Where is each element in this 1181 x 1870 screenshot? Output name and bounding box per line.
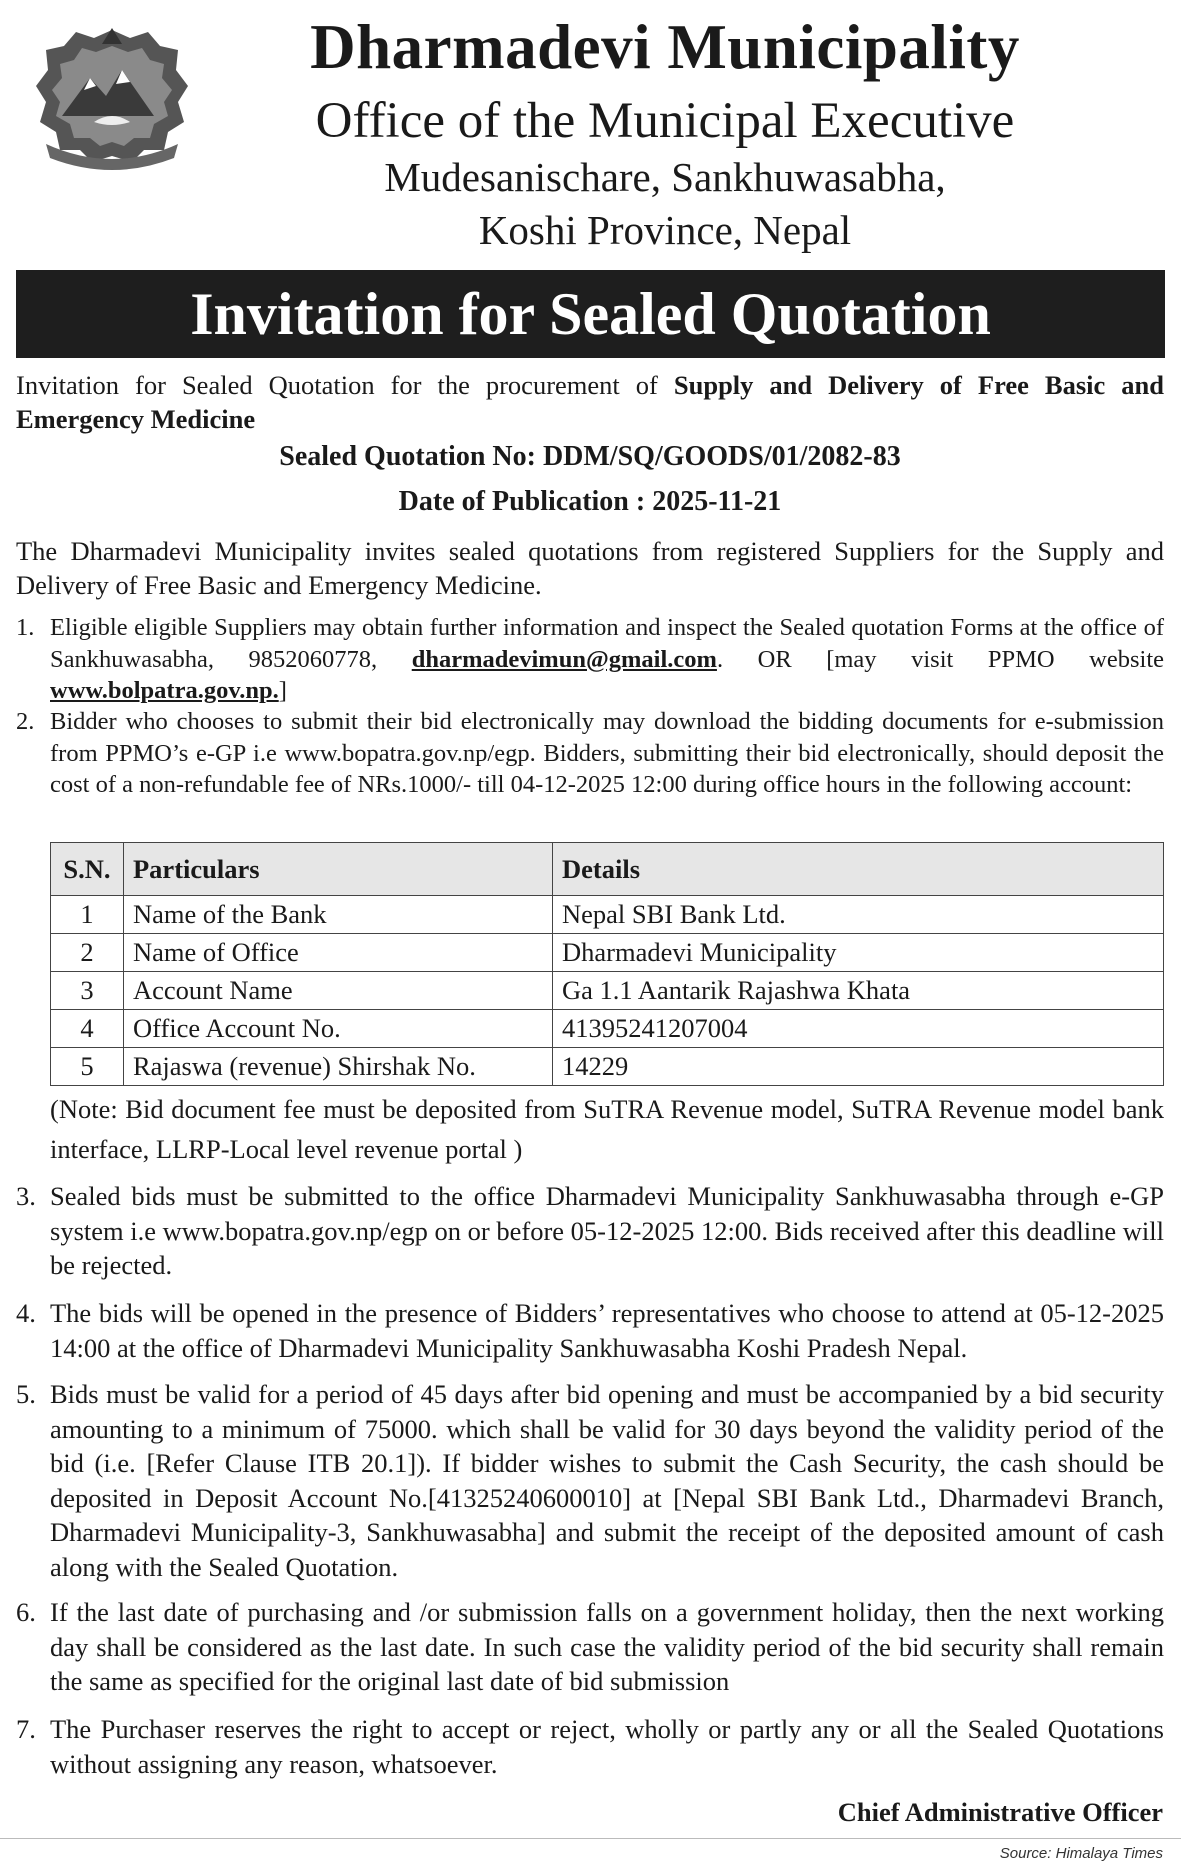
signatory: Chief Administrative Officer xyxy=(837,1797,1163,1827)
notice-title-banner: Invitation for Sealed Quotation xyxy=(16,270,1165,358)
publication-date: Date of Publication : 2025-11-21 xyxy=(398,486,782,517)
table-cell: 4 xyxy=(51,1010,124,1048)
list-item-text: The Purchaser reserves the right to accept or reject, wholly or partly any or all the Sealed Quotations without assigning any reason, whatsoever. xyxy=(50,1714,1164,1779)
address-line-1: Mudesanischare, Sankhuwasabha, xyxy=(384,154,946,200)
opening-paragraph: The Dharmadevi Municipality invites sealed quotations from registered Suppliers for the Supply and Delivery of Free Basic and Emergency Medicine. xyxy=(16,536,1164,600)
list-number: 6. xyxy=(16,1597,36,1627)
table-cell: Dharmadevi Municipality xyxy=(553,934,1164,972)
table-row xyxy=(51,1010,1164,1048)
list-item-text: If the last date of purchasing and /or submission falls on a government holiday, then the next working day shall be considered as the last date. In such case the validity period of the bid security shall remain the same as specified for the original last date of bid submission xyxy=(50,1597,1164,1696)
table-cell: Account Name xyxy=(124,972,553,1010)
table-cell: 5 xyxy=(51,1048,124,1086)
table-row xyxy=(51,972,1164,1010)
column-header: S.N. xyxy=(51,843,124,896)
table-row xyxy=(51,896,1164,934)
intro-prefix: Invitation for Sealed Quotation for the procurement of xyxy=(16,370,674,400)
table-header-row xyxy=(51,843,1164,896)
list-number: 4. xyxy=(16,1298,36,1328)
table-cell: 2 xyxy=(51,934,124,972)
table-row xyxy=(51,934,1164,972)
list-text-part: ] xyxy=(278,677,287,704)
table-cell: Nepal SBI Bank Ltd. xyxy=(553,896,1164,934)
table-cell: 3 xyxy=(51,972,124,1010)
table-cell: Rajaswa (revenue) Shirshak No. xyxy=(124,1048,553,1086)
table-cell: 1 xyxy=(51,896,124,934)
list-text-part: Eligible eligible Suppliers may obtain further information and inspect the Sealed quotation Forms at the office of Sankhuwasabha, 9852060778, xyxy=(50,614,1164,673)
footer-divider xyxy=(0,1838,1181,1839)
column-header: Details xyxy=(553,843,1164,896)
list-number: 2. xyxy=(16,708,35,735)
source-credit: Source: Himalaya Times xyxy=(999,1845,1163,1862)
municipality-name: Dharmadevi Municipality xyxy=(310,12,1020,82)
office-name: Office of the Municipal Executive xyxy=(315,93,1015,149)
list-number: 3. xyxy=(16,1181,36,1211)
intro-paragraph xyxy=(16,368,1164,436)
table-cell: Ga 1.1 Aantarik Rajashwa Khata xyxy=(553,972,1164,1010)
address-line-2: Koshi Province, Nepal xyxy=(478,207,852,253)
list-item-text xyxy=(50,612,1164,707)
table-cell: 14229 xyxy=(553,1048,1164,1086)
list-text-part: . OR [may visit PPMO website xyxy=(716,645,1164,673)
list-number: 1. xyxy=(16,614,35,641)
procurement-subject: Supply and Delivery of Free Basic and Emergency Medicine xyxy=(16,370,1164,434)
website-link[interactable]: www.bolpatra.gov.np. xyxy=(50,677,279,704)
table-cell: Name of Office xyxy=(124,934,553,972)
table-cell: Office Account No. xyxy=(124,1010,553,1048)
list-item-text: The bids will be opened in the presence of Bidders’ representatives who choose to attend at 05-12-2025 14:00 at the office of Dharmadevi Municipality Sankhuwasabha Koshi Pradesh Nepal. xyxy=(50,1298,1164,1363)
table-cell: 41395241207004 xyxy=(553,1010,1164,1048)
column-header: Particulars xyxy=(124,843,553,896)
list-item-text: Sealed bids must be submitted to the office Dharmadevi Municipality Sankhuwasabha through e-GP system i.e www.bopatra.gov.np/egp on or before 05-12-2025 12:00. Bids received after this deadline will be rejected. xyxy=(50,1181,1164,1280)
government-emblem-icon xyxy=(32,24,192,174)
table-cell: Name of the Bank xyxy=(124,896,553,934)
bank-account-table xyxy=(50,842,1164,1086)
email-link[interactable]: dharmadevimun@gmail.com xyxy=(411,645,717,673)
list-item-text: Bids must be valid for a period of 45 days after bid opening and must be accompanied by a bid security amounting to a minimum of 75000. which shall be valid for 30 days beyond the validity period of the bid (i.e. [Refer Clause ITB 20.1]). If bidder wishes to submit the Cash Security, the cash should be deposited in Deposit Account No.[41325240600010] at [Nepal SBI Bank Ltd., Dharmadevi Branch, Dharmadevi Municipality-3, Sankhuwasabha] and submit the receipt of the deposited amount of cash along with the Sealed Quotation. xyxy=(50,1379,1164,1582)
quotation-number: Sealed Quotation No: DDM/SQ/GOODS/01/2082-83 xyxy=(279,441,901,472)
list-number: 7. xyxy=(16,1714,36,1744)
table-row xyxy=(51,1048,1164,1086)
list-item-text: Bidder who chooses to submit their bid electronically may download the bidding documents for e-submission from PPMO’s e-GP i.e www.bopatra.gov.np/egp. Bidders, submitting their bid electronically, should deposit the cost of a non-refundable fee of NRs.1000/- till 04-12-2025 12:00 during office hours in the following account: xyxy=(50,708,1164,798)
fee-note: (Note: Bid document fee must be deposited from SuTRA Revenue model, SuTRA Revenue model bank interface, LLRP-Local level revenue portal ) xyxy=(50,1094,1164,1164)
list-number: 5. xyxy=(16,1379,36,1409)
